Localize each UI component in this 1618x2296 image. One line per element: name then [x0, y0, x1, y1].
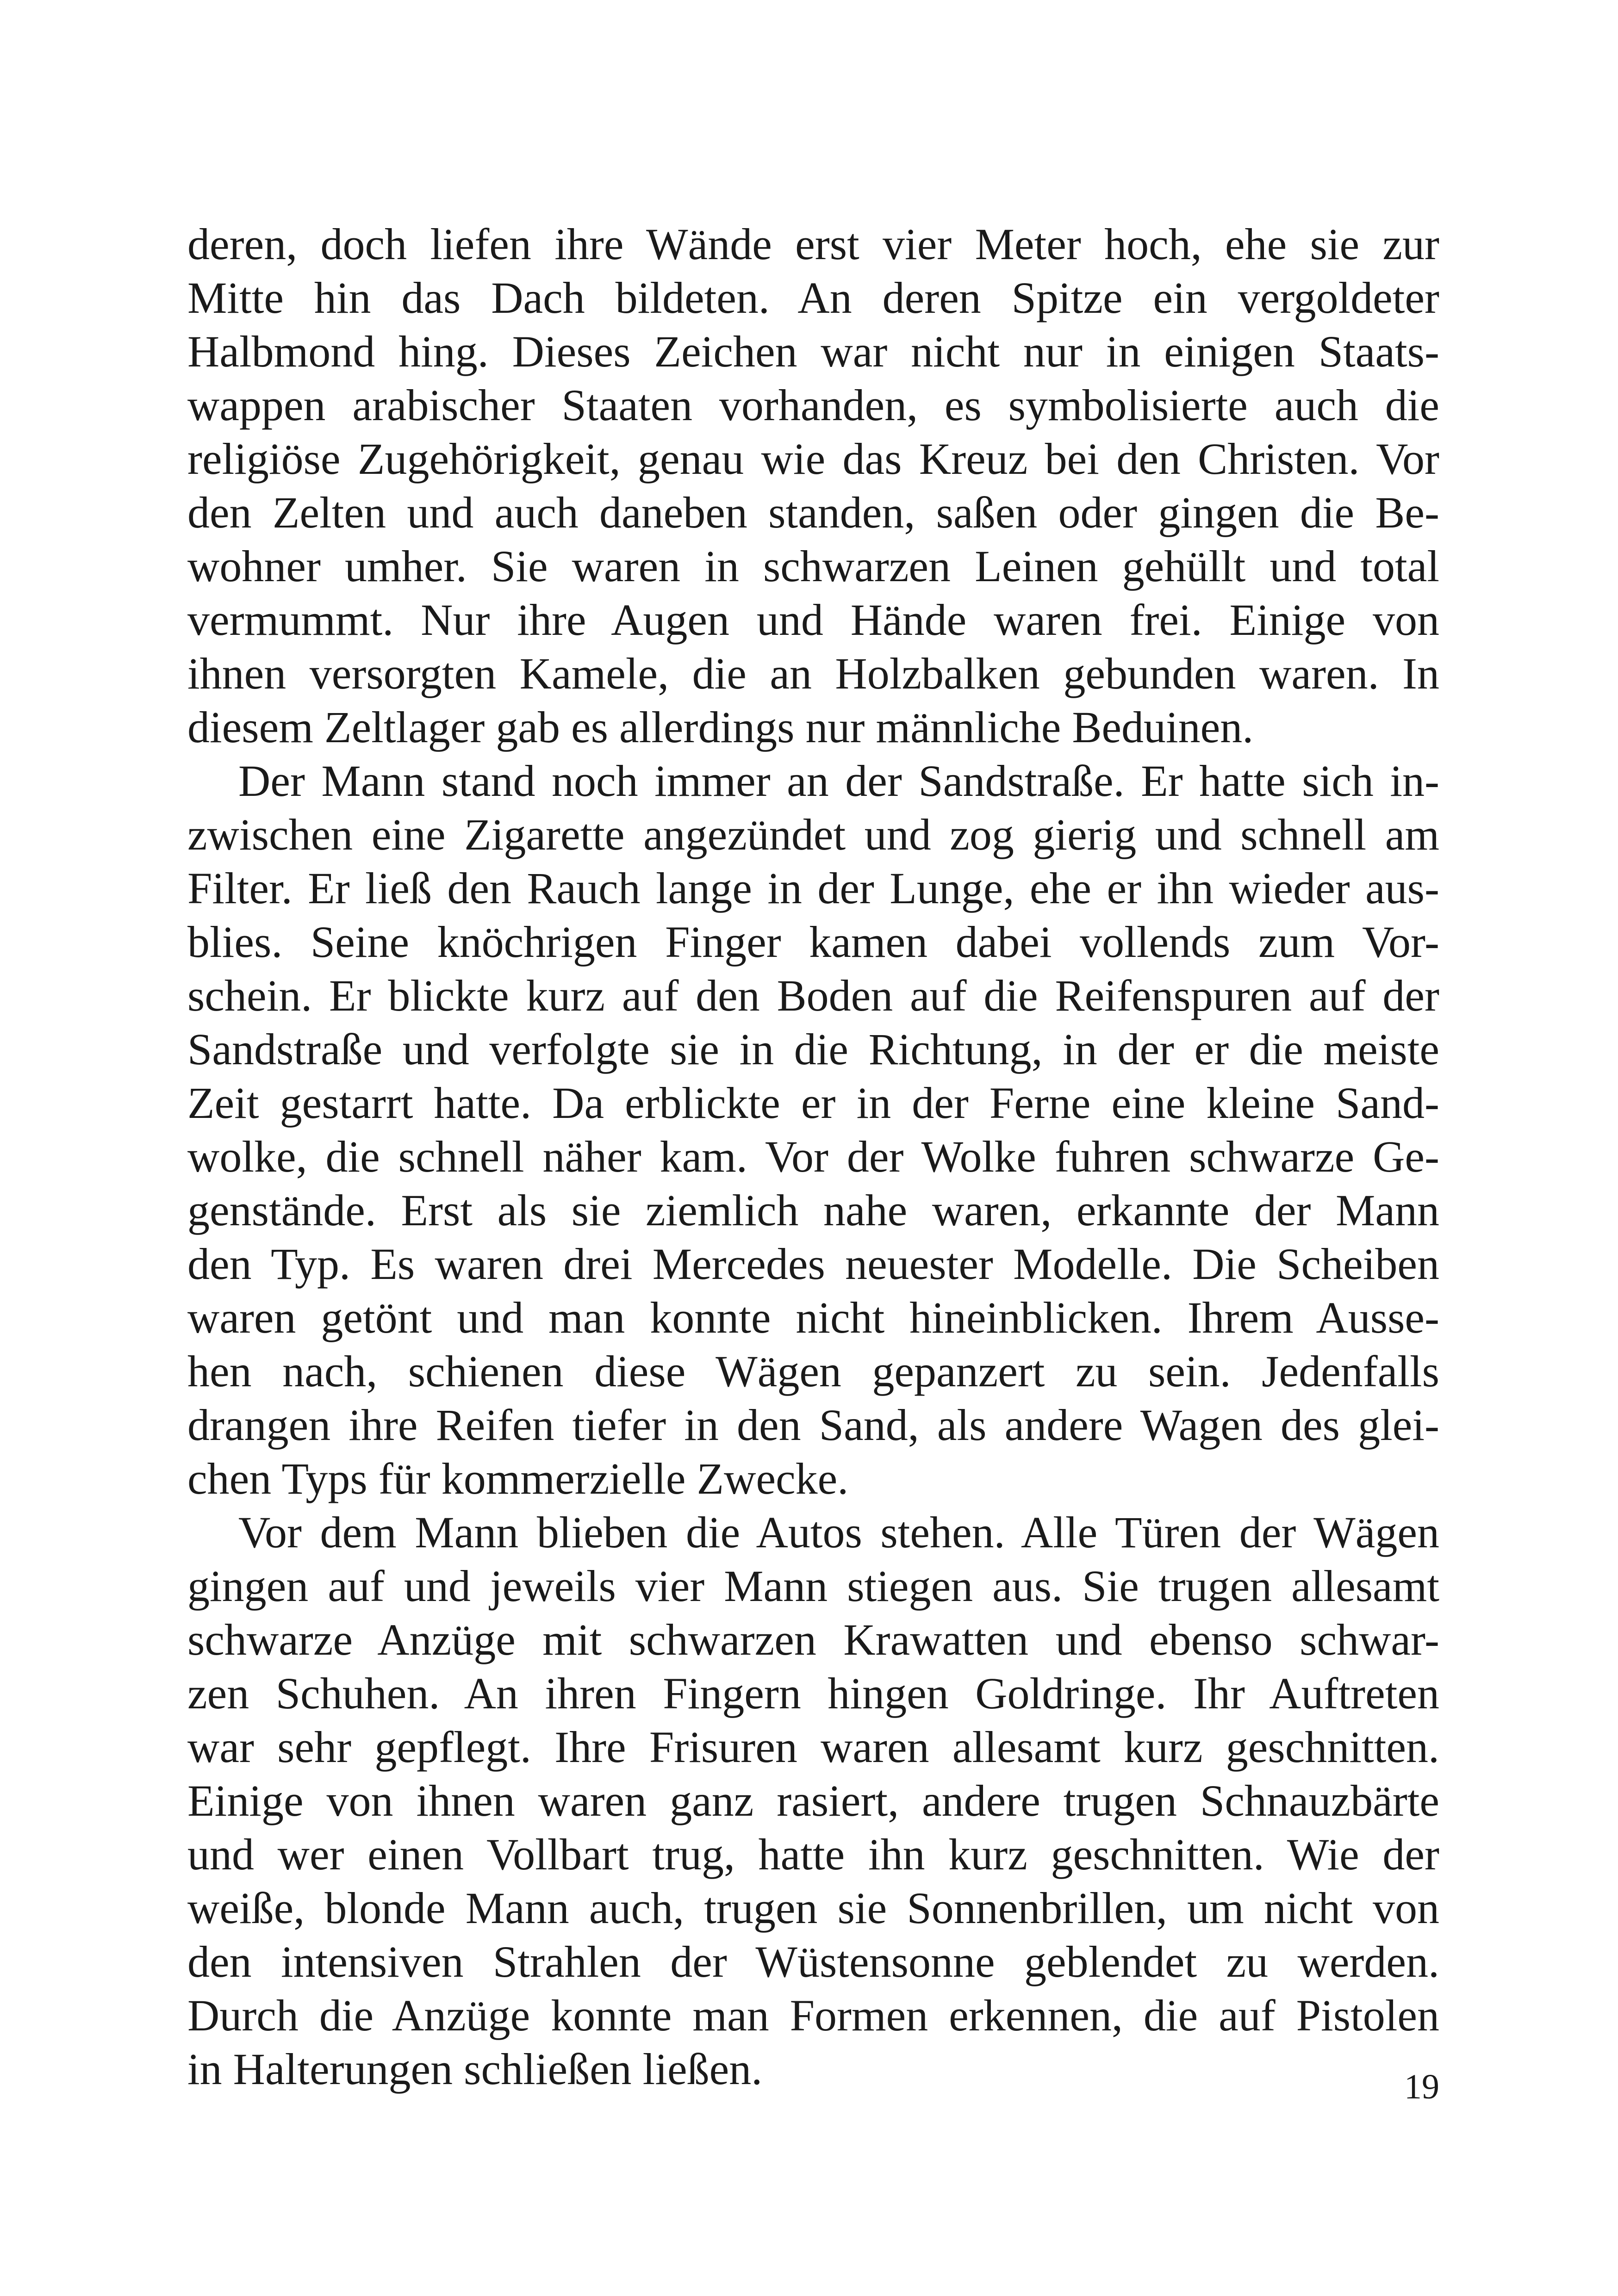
text-line: diesem Zeltlager gab es allerdings nur männliche Beduinen.: [187, 702, 1254, 752]
text-line: den Zelten und auch daneben standen, saßen oder gingen die Be-: [187, 488, 1439, 537]
text-line: wohner umher. Sie waren in schwarzen Leinen gehüllt und total: [187, 541, 1439, 591]
text-line: blies. Seine knöchrigen Finger kamen dabei vollends zum Vor-: [187, 917, 1439, 967]
paragraph-3: [187, 1506, 1439, 2096]
text-line: ihnen versorgten Kamele, die an Holzbalken gebunden waren. In: [187, 649, 1439, 698]
text-line: gingen auf und jeweils vier Mann stiegen aus. Sie trugen allesamt: [187, 1561, 1439, 1611]
text-line: waren getönt und man konnte nicht hineinblicken. Ihrem Ausse-: [187, 1293, 1439, 1342]
page-number: 19: [1404, 2067, 1439, 2106]
text-line: wolke, die schnell näher kam. Vor der Wolke fuhren schwarze Ge-: [187, 1132, 1439, 1181]
text-line: wappen arabischer Staaten vorhanden, es symbolisierte auch die: [187, 380, 1439, 430]
text-line: Halbmond hing. Dieses Zeichen war nicht nur in einigen Staats-: [187, 327, 1439, 376]
text-line: und wer einen Vollbart trug, hatte ihn kurz geschnitten. Wie der: [187, 1830, 1439, 1879]
text-line: zwischen eine Zigarette angezündet und zog gierig und schnell am: [187, 810, 1439, 859]
paragraph-1: [187, 217, 1439, 754]
text-line: Vor dem Mann blieben die Autos stehen. Alle Türen der Wägen: [238, 1508, 1439, 1557]
text-line: war sehr gepflegt. Ihre Frisuren waren allesamt kurz geschnitten.: [187, 1722, 1439, 1772]
text-line: drangen ihre Reifen tiefer in den Sand, als andere Wagen des glei-: [187, 1400, 1439, 1450]
text-line: in Halterungen schließen ließen.: [187, 2044, 763, 2094]
text-line: zen Schuhen. An ihren Fingern hingen Goldringe. Ihr Auftreten: [187, 1669, 1439, 1718]
text-line: deren, doch liefen ihre Wände erst vier Meter hoch, ehe sie zur: [187, 219, 1439, 269]
text-line: weiße, blonde Mann auch, trugen sie Sonnenbrillen, um nicht von: [187, 1883, 1439, 1933]
text-line: Durch die Anzüge konnte man Formen erkennen, die auf Pistolen: [187, 1991, 1439, 2040]
text-line: Zeit gestarrt hatte. Da erblickte er in der Ferne eine kleine Sand-: [187, 1078, 1439, 1128]
text-line: chen Typs für kommerzielle Zwecke.: [187, 1454, 849, 1503]
text-line: Einige von ihnen waren ganz rasiert, andere trugen Schnauzbärte: [187, 1776, 1439, 1825]
text-line: schein. Er blickte kurz auf den Boden auf die Reifenspuren auf der: [187, 971, 1439, 1020]
body-text: [187, 217, 1439, 2096]
text-line: hen nach, schienen diese Wägen gepanzert zu sein. Jedenfalls: [187, 1347, 1439, 1396]
text-line: Sandstraße und verfolgte sie in die Richtung, in der er die meiste: [187, 1024, 1439, 1074]
text-line: genstände. Erst als sie ziemlich nahe waren, erkannte der Mann: [187, 1185, 1439, 1235]
paragraph-2: [187, 754, 1439, 1506]
text-line: religiöse Zugehörigkeit, genau wie das Kreuz bei den Christen. Vor: [187, 434, 1439, 484]
text-line: Der Mann stand noch immer an der Sandstraße. Er hatte sich in-: [238, 756, 1439, 806]
text-line: schwarze Anzüge mit schwarzen Krawatten und ebenso schwar-: [187, 1615, 1439, 1664]
text-line: Mitte hin das Dach bildeten. An deren Spitze ein vergoldeter: [187, 273, 1439, 323]
text-line: den intensiven Strahlen der Wüstensonne geblendet zu werden.: [187, 1937, 1439, 1986]
text-line: Filter. Er ließ den Rauch lange in der Lunge, ehe er ihn wieder aus-: [187, 863, 1439, 913]
text-line: den Typ. Es waren drei Mercedes neuester Modelle. Die Scheiben: [187, 1239, 1439, 1289]
text-line: vermummt. Nur ihre Augen und Hände waren frei. Einige von: [187, 595, 1439, 645]
